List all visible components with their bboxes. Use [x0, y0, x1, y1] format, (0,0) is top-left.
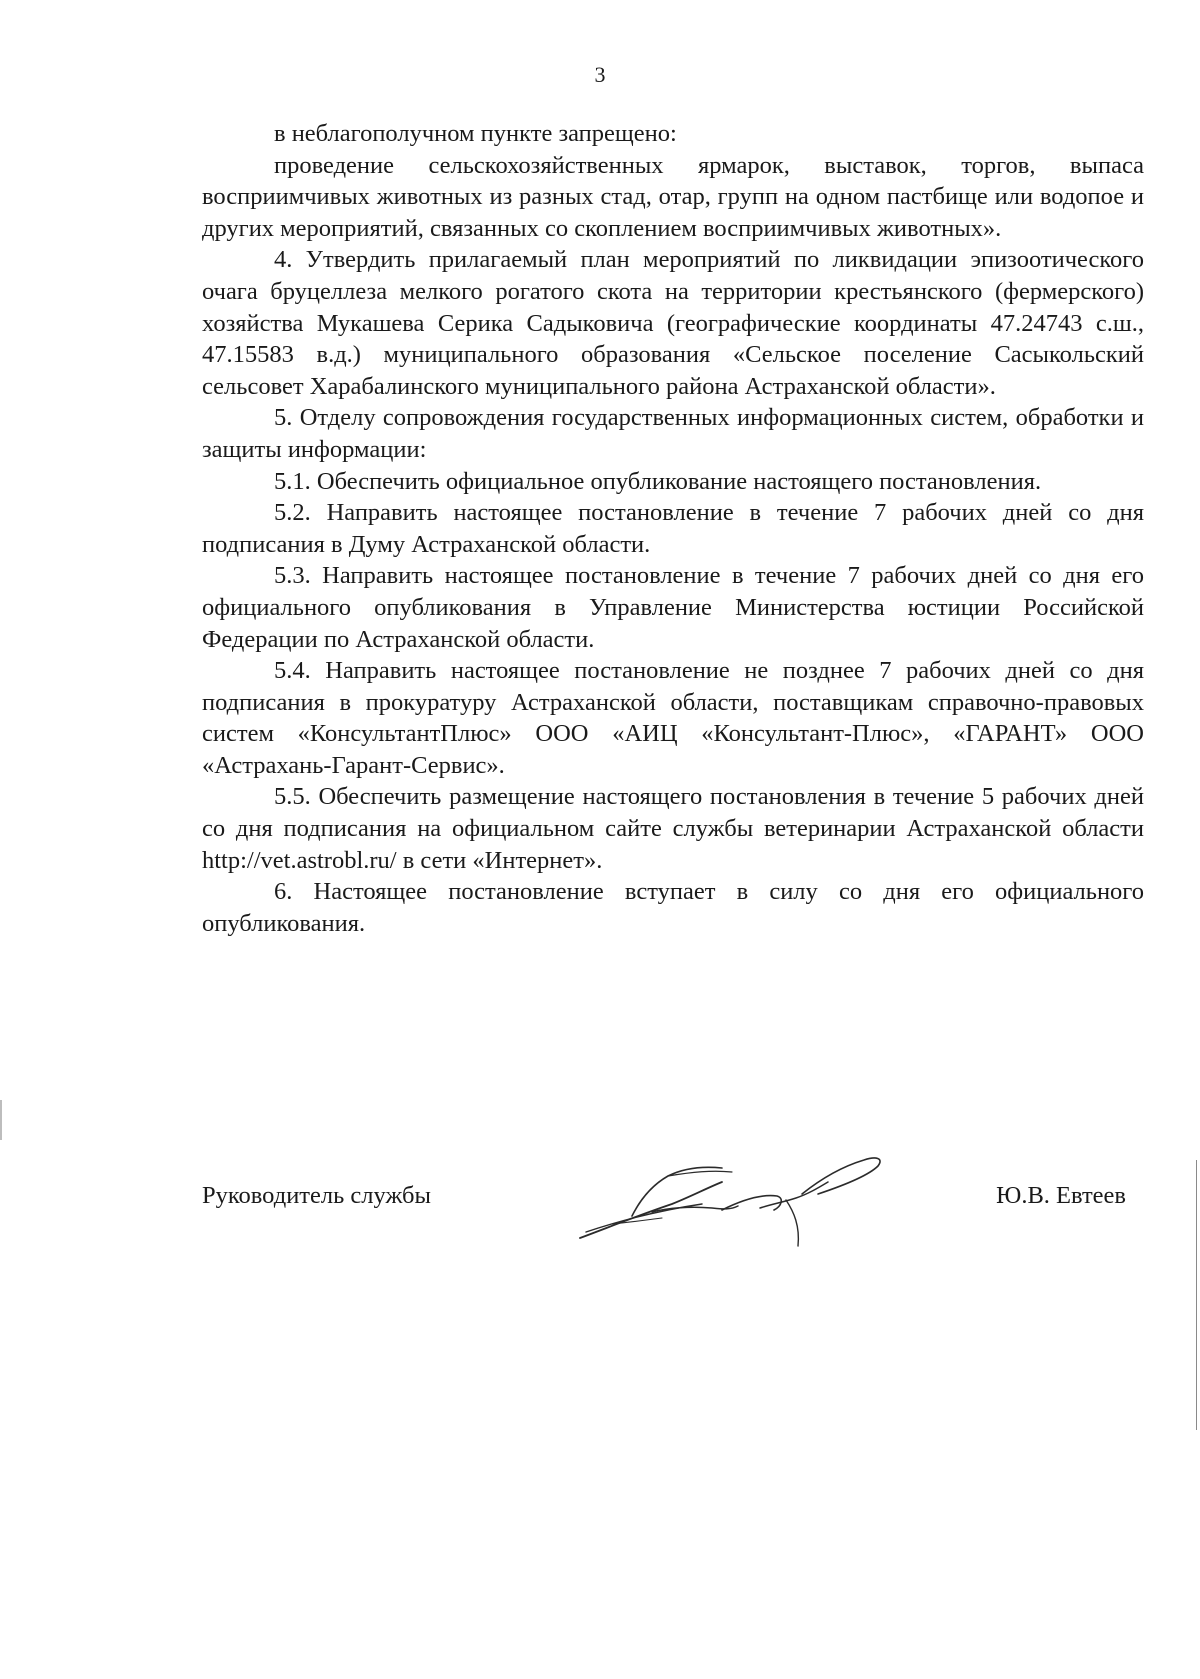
paragraph-item-5-1: 5.1. Обеспечить официальное опубликование настоящего постановления.: [274, 467, 1042, 495]
paragraph-prohibition-intro: в неблагополучном пункте запрещено:: [274, 120, 677, 147]
handwritten-signature: [572, 1146, 892, 1256]
document-body: [202, 118, 1144, 939]
paragraph-item-5-3: 5.3. Направить настоящее постановление в течение 7 рабочих дней со дня его официального опубликования в Управление Министерства юстиции Российской Федерации по Астраханской области.: [202, 562, 1144, 653]
page-number: 3: [594, 62, 606, 87]
signatory-name: Ю.В. Евтеев: [996, 1182, 1126, 1209]
paragraph-item-5-2: 5.2. Направить настоящее постановление в течение 7 рабочих дней со дня подписания в Думу Астраханской области.: [202, 499, 1144, 558]
signature-block: [202, 1180, 1126, 1240]
scan-edge-mark: [0, 1100, 2, 1140]
paragraph-item-5-4: 5.4. Направить настоящее постановление не позднее 7 рабочих дней со дня подписания в прокуратуру Астраханской области, поставщикам справочно-правовых систем «КонсультантПлюс» ООО «АИЦ «Консультант-Плюс», «ГАРАНТ» ООО «Астрахань-Гарант-Сервис».: [202, 657, 1144, 779]
paragraph-item-5: 5. Отделу сопровождения государственных информационных систем, обработки и защиты информации:: [202, 404, 1144, 463]
paragraph-prohibited-events: проведение сельскохозяйственных ярмарок, выставок, торгов, выпаса восприимчивых животных из разных стад, отар, групп на одном пастбище или водопое и других мероприятий, связанных со скоплением восприимчивых животных».: [202, 151, 1144, 242]
paragraph-item-4: 4. Утвердить прилагаемый план мероприятий по ликвидации эпизоотического очага бруцеллеза мелкого рогатого скота на территории крестьянского (фермерского) хозяйства Мукашева Серика Садыковича (географические координаты 47.24743 с.ш., 47.15583 в.д.) муниципального образования «Сельское поселение Сасыкольский сельсовет Харабалинского муниципального района Астраханской области».: [202, 246, 1144, 400]
scan-edge-line: [1196, 1160, 1197, 1430]
paragraph-item-6: 6. Настоящее постановление вступает в силу со дня его официального опубликования.: [202, 878, 1144, 937]
paragraph-item-5-5: 5.5. Обеспечить размещение настоящего постановления в течение 5 рабочих дней со дня подписания на официальном сайте службы ветеринарии Астраханской области http://vet.astrobl.ru/ в сети «Интернет».: [202, 783, 1144, 874]
signatory-title: Руководитель службы: [202, 1182, 431, 1209]
